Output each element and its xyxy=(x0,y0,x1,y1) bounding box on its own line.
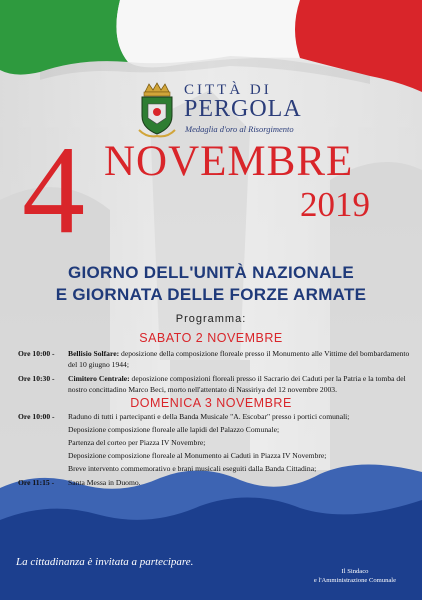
sunday-line-3: Partenza del corteo per Piazza IV Novembre; xyxy=(68,438,206,447)
city-crest-icon xyxy=(137,82,177,138)
signature-line-1: Il Sindaco xyxy=(341,568,369,575)
event-text xyxy=(68,349,410,370)
event-time: Ore 10:00 - xyxy=(18,349,55,358)
headline-line2: E GIORNATA DELLE FORZE ARMATE xyxy=(55,285,367,304)
sunday-line-5: Breve intervento commemorativo e brani musicali eseguiti dalla Banda Cittadina; xyxy=(68,464,317,473)
city-name: PERGOLA xyxy=(184,96,302,122)
sunday-line-2: Deposizione composizione floreale alle lapidi del Palazzo Comunale; xyxy=(68,425,280,434)
event-place: Bellisio Solfare: xyxy=(68,349,120,358)
saturday-title: SABATO 2 NOVEMBRE xyxy=(139,331,283,345)
event-place: Cimitero Centrale: xyxy=(68,374,130,383)
signature-line-2: e l'Amministrazione Comunale xyxy=(313,576,397,584)
event-time: Ore 10:30 - xyxy=(18,374,55,383)
event-text: Santa Messa in Duomo. xyxy=(68,478,141,487)
event-text xyxy=(68,374,410,395)
program-label: Programma: xyxy=(175,313,247,325)
sunday-line-1: Raduno di tutti i partecipanti e della Banda Musicale "A. Escobar" presso i portici comunali; xyxy=(68,412,350,421)
sunday-title: DOMENICA 3 NOVEMBRE xyxy=(130,396,292,410)
event-description: deposizione composizioni floreali presso il Sacrario dei Caduti per la Patria e la tomba del nostro concittadino Marco Beci, morto nell'attentato di Nassiriya del 12 novembre 2003. xyxy=(68,374,406,394)
headline-line1: GIORNO DELL'UNITÀ NAZIONALE xyxy=(67,263,355,282)
event-text xyxy=(68,412,410,475)
sunday-line-4: Deposizione composizione floreale al Monumento ai Caduti in Piazza IV Novembre; xyxy=(68,451,327,460)
event-description: deposizione della composizione floreale presso il Monumento alle Vittime del bombardamento del 10 giugno 1944; xyxy=(68,349,410,369)
date-month: NOVEMBRE xyxy=(104,138,354,185)
event-time: Ore 10:00 - xyxy=(18,412,55,421)
signature xyxy=(300,568,410,585)
event-time: Ore 11:15 - xyxy=(18,478,55,487)
city-motto: Medaglia d'oro al Risorgimento xyxy=(185,124,294,134)
date-year: 2019 xyxy=(300,185,370,224)
city-label-top: CITTÀ DI xyxy=(184,82,272,98)
date-day: 4 xyxy=(22,121,85,260)
invitation-text: La cittadinanza è invitata a partecipare. xyxy=(16,556,194,568)
